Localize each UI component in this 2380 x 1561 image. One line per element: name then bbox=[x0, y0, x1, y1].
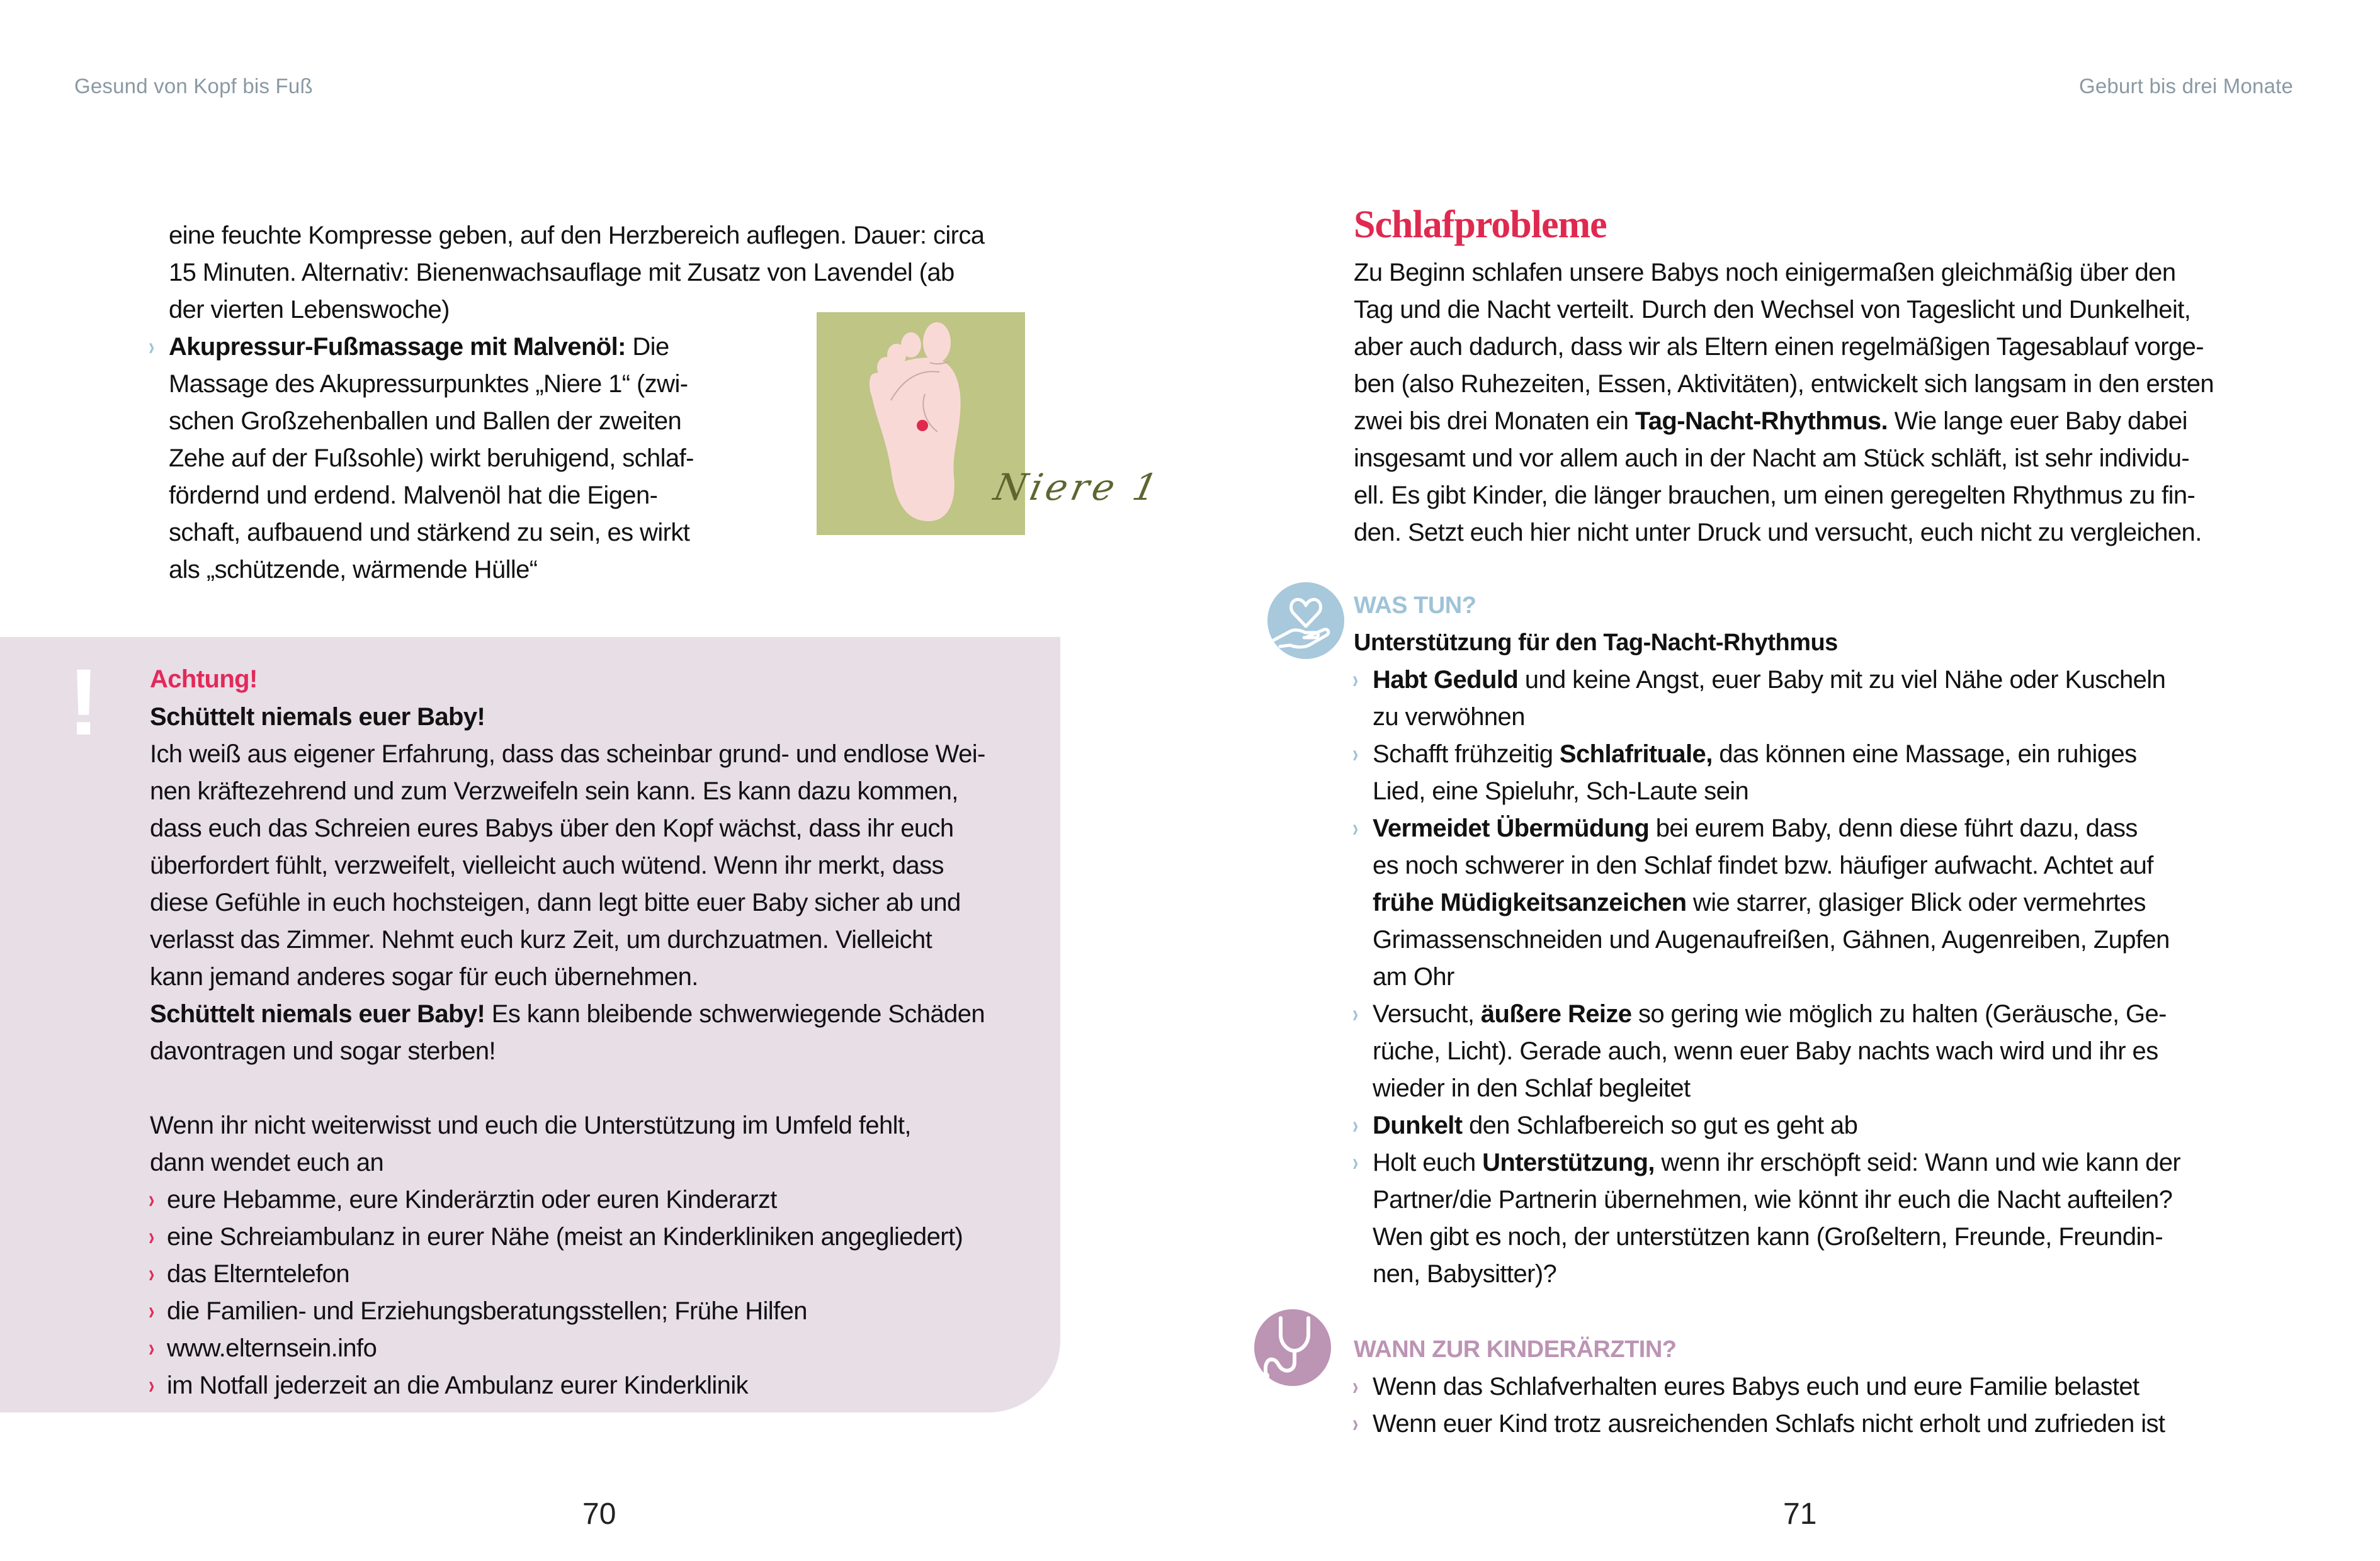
intro-line: ell. Es gibt Kinder, die länger brauchen, um einen geregelten Rhythmus zu fin- bbox=[1354, 482, 2196, 509]
bullet-chevron-icon: › bbox=[1352, 814, 1359, 842]
page-number-right: 71 bbox=[1783, 1497, 1817, 1531]
bullet-chevron-icon: › bbox=[148, 1223, 155, 1251]
was-tun-item-cont: am Ohr bbox=[1373, 963, 1454, 991]
body-line: fördernd und erdend. Malvenöl hat die Eigen- bbox=[169, 482, 658, 509]
was-tun-item bbox=[1373, 1107, 1857, 1144]
item-bold: Habt Geduld bbox=[1373, 666, 1519, 694]
page-title: Schlafprobleme bbox=[1354, 203, 1607, 246]
page-number-left: 70 bbox=[582, 1497, 616, 1531]
bullet-chevron-icon: › bbox=[148, 1334, 155, 1362]
warning-line: Ich weiß aus eigener Erfahrung, dass das scheinbar grund- und endlose Wei- bbox=[150, 740, 985, 768]
bullet-chevron-icon: › bbox=[148, 1372, 155, 1399]
warning-line: überfordert fühlt, verzweifelt, vielleicht auch wütend. Wenn ihr merkt, dass bbox=[150, 852, 944, 879]
help-list-item: im Notfall jederzeit an die Ambulanz eurer Kinderklinik bbox=[167, 1372, 749, 1399]
body-line: schen Großzehenballen und Ballen der zweiten bbox=[169, 407, 682, 435]
stethoscope-icon bbox=[1254, 1309, 1331, 1386]
running-head-right: Geburt bis drei Monate bbox=[2079, 74, 2294, 98]
warning-repeat-rest: Es kann bleibende schwerwiegende Schäden bbox=[485, 1000, 985, 1028]
heart-in-hand-icon bbox=[1267, 582, 1344, 659]
akupressur-bold: Akupressur-Fußmassage mit Malvenöl: bbox=[169, 333, 626, 361]
was-tun-item-cont: rüche, Licht). Gerade auch, wenn euer Baby nachts wach wird und ihr es bbox=[1373, 1037, 2158, 1065]
exclamation-icon: ! bbox=[68, 649, 99, 755]
was-tun-item bbox=[1373, 1144, 2180, 1181]
niere-1-label: Niere 1 bbox=[990, 466, 1165, 509]
help-list-item: die Familien- und Erziehungsberatungsstellen; Frühe Hilfen bbox=[167, 1297, 807, 1325]
was-tun-item-cont bbox=[1373, 884, 2146, 921]
item-rest: wie starrer, glasiger Blick oder vermehrtes bbox=[1686, 889, 2146, 916]
bullet-chevron-icon: › bbox=[1352, 666, 1359, 694]
kinderarzt-item: Wenn das Schlafverhalten eures Babys euch und eure Familie belastet bbox=[1373, 1373, 2139, 1400]
bullet-chevron-icon: › bbox=[1352, 740, 1359, 768]
bullet-chevron-icon: › bbox=[1352, 1410, 1359, 1438]
body-line: der vierten Lebenswoche) bbox=[169, 296, 450, 324]
item-bold: Dunkelt bbox=[1373, 1112, 1463, 1139]
was-tun-item-cont: Grimassenschneiden und Augenaufreißen, Gähnen, Augenreiben, Zupfen bbox=[1373, 926, 2170, 954]
warning-line: dass euch das Schreien eures Babys über den Kopf wächst, dass ihr euch bbox=[150, 814, 954, 842]
bullet-chevron-icon: › bbox=[148, 1260, 155, 1288]
help-list-item: eine Schreiambulanz in eurer Nähe (meist an Kinderkliniken angegliedert) bbox=[167, 1223, 963, 1251]
warning-line: davontragen und sogar sterben! bbox=[150, 1037, 496, 1065]
bullet-chevron-icon: › bbox=[1352, 1112, 1359, 1139]
kinderarzt-label: WANN ZUR KINDERÄRZTIN? bbox=[1354, 1336, 1677, 1363]
warning-line: diese Gefühle in euch hochsteigen, dann legt bitte euer Baby sicher ab und bbox=[150, 889, 961, 916]
warning-repeat-bold: Schüttelt niemals euer Baby! bbox=[150, 1000, 485, 1028]
akupressur-rest: Die bbox=[625, 333, 669, 361]
kinderarzt-item: Wenn euer Kind trotz ausreichenden Schlafs nicht erholt und zufrieden ist bbox=[1373, 1410, 2165, 1438]
was-tun-item bbox=[1373, 662, 2165, 699]
was-tun-item-cont: Lied, eine Spieluhr, Sch-Laute sein bbox=[1373, 777, 1749, 805]
item-rest: das können eine Massage, ein ruhiges bbox=[1712, 740, 2137, 768]
body-line: Massage des Akupressurpunktes „Niere 1“ (zwi- bbox=[169, 370, 688, 398]
item-bold: Schlafrituale, bbox=[1559, 740, 1713, 768]
item-rest: so gering wie möglich zu halten (Geräusche, Ge- bbox=[1631, 1000, 2167, 1028]
help-list-item-link[interactable]: www.elternsein.info bbox=[167, 1334, 377, 1362]
help-list-item: das Elterntelefon bbox=[167, 1260, 349, 1288]
warning-repeat bbox=[150, 996, 985, 1033]
item-pre: Schafft frühzeitig bbox=[1373, 740, 1560, 768]
was-tun-item-cont: zu verwöhnen bbox=[1373, 703, 1525, 731]
was-tun-item-cont: es noch schwerer in den Schlaf findet bzw. häufiger aufwacht. Achtet auf bbox=[1373, 852, 2153, 879]
was-tun-title: Unterstützung für den Tag-Nacht-Rhythmus bbox=[1354, 629, 1838, 656]
item-bold: frühe Müdigkeitsanzeichen bbox=[1373, 889, 1687, 916]
warning-subtitle: Schüttelt niemals euer Baby! bbox=[150, 703, 485, 731]
bullet-chevron-icon: › bbox=[148, 1297, 155, 1325]
was-tun-item-cont: wieder in den Schlaf begleitet bbox=[1373, 1074, 1691, 1102]
intro-line: aber auch dadurch, dass wir als Eltern einen regelmäßigen Tagesablauf vorge- bbox=[1354, 333, 2204, 361]
bullet-chevron-icon: › bbox=[1352, 1373, 1359, 1400]
intro-line: Zu Beginn schlafen unsere Babys noch einigermaßen gleichmäßig über den bbox=[1354, 259, 2176, 286]
was-tun-item-cont: nen, Babysitter)? bbox=[1373, 1260, 1557, 1288]
body-line: als „schützende, wärmende Hülle“ bbox=[169, 556, 538, 583]
body-line: schaft, aufbauend und stärkend zu sein, es wirkt bbox=[169, 519, 690, 546]
was-tun-label: WAS TUN? bbox=[1354, 592, 1476, 619]
intro-line: insgesamt und vor allem auch in der Nacht am Stück schläft, ist sehr individu- bbox=[1354, 444, 2190, 472]
help-intro-line: dann wendet euch an bbox=[150, 1149, 384, 1176]
item-pre: Versucht, bbox=[1373, 1000, 1481, 1028]
was-tun-item-cont: Wen gibt es noch, der unterstützen kann (Großeltern, Freunde, Freundin- bbox=[1373, 1223, 2163, 1251]
intro-line: den. Setzt euch hier nicht unter Druck und versucht, euch nicht zu vergleichen. bbox=[1354, 519, 2202, 546]
intro-line: Tag und die Nacht verteilt. Durch den Wechsel von Tageslicht und Dunkelheit, bbox=[1354, 296, 2191, 324]
item-rest: und keine Angst, euer Baby mit zu viel Nähe oder Kuscheln bbox=[1518, 666, 2166, 694]
item-pre: Holt euch bbox=[1373, 1149, 1483, 1176]
help-list-item: eure Hebamme, eure Kinderärztin oder euren Kinderarzt bbox=[167, 1186, 777, 1214]
body-line: 15 Minuten. Alternativ: Bienenwachsauflage mit Zusatz von Lavendel (ab bbox=[169, 259, 955, 286]
acupressure-point bbox=[917, 420, 928, 431]
intro-line bbox=[1354, 403, 2187, 440]
running-head-left: Gesund von Kopf bis Fuß bbox=[74, 74, 313, 98]
was-tun-item-cont: Partner/die Partnerin übernehmen, wie könnt ihr euch die Nacht aufteilen? bbox=[1373, 1186, 2173, 1214]
item-bold: Unterstützung, bbox=[1482, 1149, 1655, 1176]
item-bold: Vermeidet Übermüdung bbox=[1373, 814, 1650, 842]
warning-line: verlasst das Zimmer. Nehmt euch kurz Zeit, um durchzuatmen. Vielleicht bbox=[150, 926, 932, 954]
body-line: Zehe auf der Fußsohle) wirkt beruhigend, schlaf- bbox=[169, 444, 694, 472]
was-tun-item bbox=[1373, 736, 2137, 773]
warning-line: kann jemand anderes sogar für euch übernehmen. bbox=[150, 963, 698, 991]
was-tun-item bbox=[1373, 996, 2167, 1033]
item-rest: wenn ihr erschöpft seid: Wann und wie kann der bbox=[1654, 1149, 2181, 1176]
bullet-chevron-icon: › bbox=[1352, 1000, 1359, 1028]
bullet-chevron-icon: › bbox=[148, 1186, 155, 1214]
item-bold: äußere Reize bbox=[1480, 1000, 1632, 1028]
warning-title: Achtung! bbox=[150, 665, 258, 693]
item-rest: den Schlafbereich so gut es geht ab bbox=[1462, 1112, 1858, 1139]
warning-line: nen kräftezehrend und zum Verzweifeln sein kann. Es kann dazu kommen, bbox=[150, 777, 958, 805]
body-line: eine feuchte Kompresse geben, auf den Herzbereich auflegen. Dauer: circa bbox=[169, 222, 985, 249]
bullet-chevron-icon: › bbox=[148, 333, 155, 361]
intro-bold: Tag-Nacht-Rhythmus. bbox=[1635, 407, 1888, 435]
bullet-chevron-icon: › bbox=[1352, 1149, 1359, 1176]
was-tun-item bbox=[1373, 810, 2138, 847]
help-intro-line: Wenn ihr nicht weiterwisst und euch die Unterstützung im Umfeld fehlt, bbox=[150, 1112, 911, 1139]
intro-line: ben (also Ruhezeiten, Essen, Aktivitäten), entwickelt sich langsam in den ersten bbox=[1354, 370, 2214, 398]
intro-pre: zwei bis drei Monaten ein bbox=[1354, 407, 1635, 435]
intro-post: Wie lange euer Baby dabei bbox=[1888, 407, 2187, 435]
akupressur-item bbox=[169, 329, 669, 366]
item-rest: bei eurem Baby, denn diese führt dazu, dass bbox=[1649, 814, 2138, 842]
